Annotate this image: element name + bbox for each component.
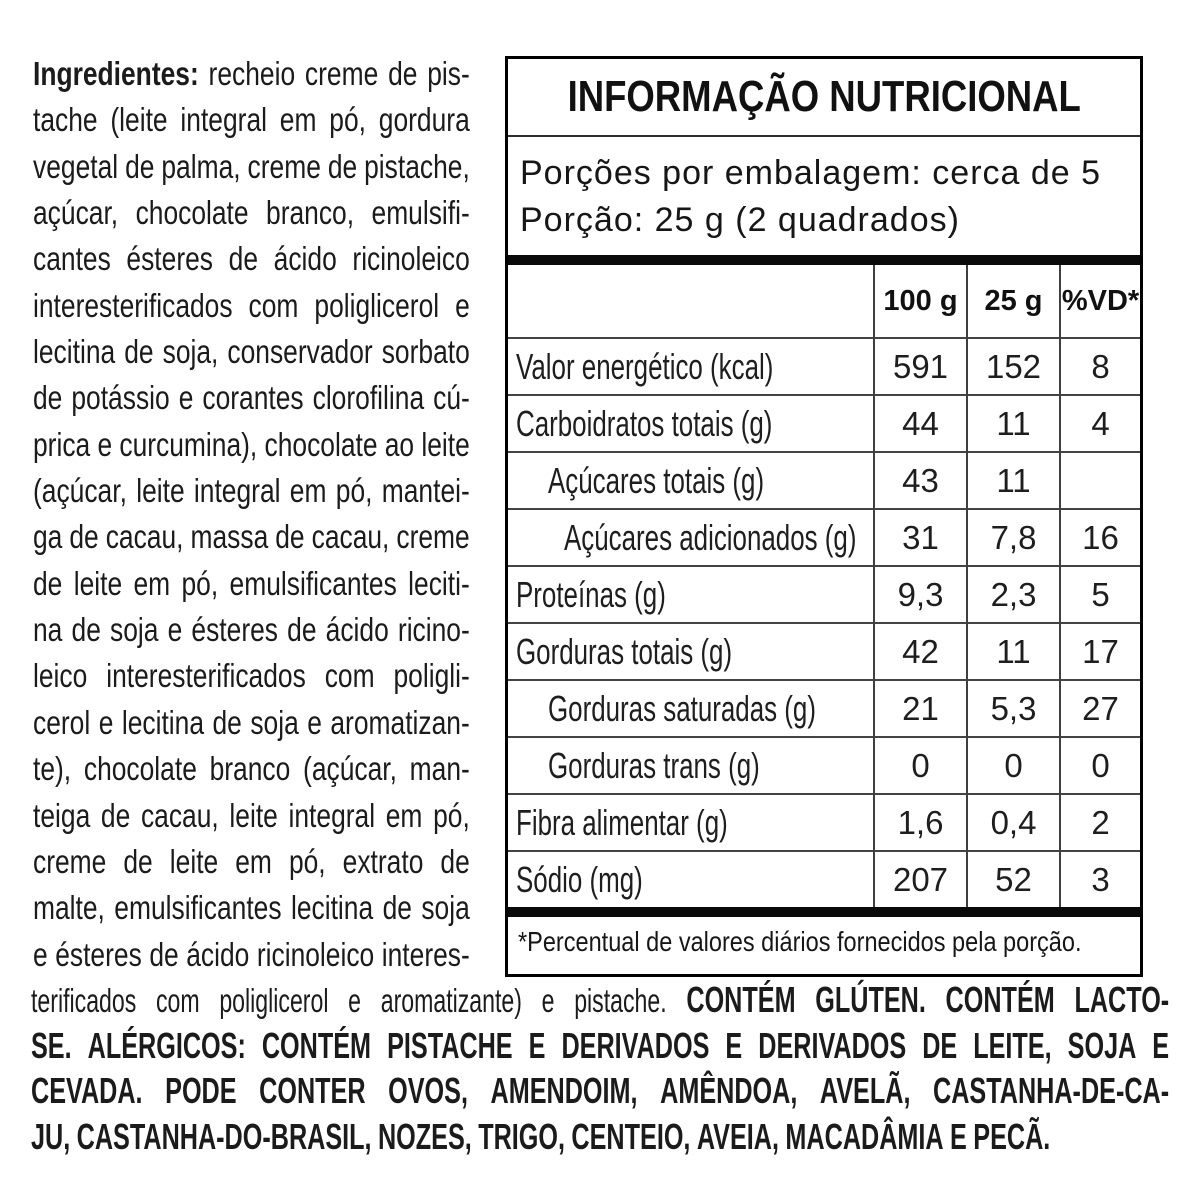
ingredient-word: lecitina (290, 889, 374, 927)
text-line (31, 1114, 1169, 1160)
ingredient-word: cú- (433, 379, 470, 417)
text-line (33, 422, 470, 468)
value-vd: 17 (1060, 623, 1140, 680)
allergen-word: pistache. (574, 982, 667, 1019)
ingredient-word: ricino- (397, 611, 470, 649)
ingredient-word: e (167, 611, 183, 649)
ingredient-word: clorofilina (312, 379, 425, 417)
ingredient-word: de (100, 796, 131, 834)
value-vd: 4 (1060, 395, 1140, 452)
nutrition-row (508, 851, 1140, 907)
allergen-word: CASTANHA-DO-BRASIL, (76, 1115, 372, 1157)
ingredient-word: interes- (381, 935, 470, 973)
ingredient-word: de (124, 333, 154, 371)
allergen-word: e (541, 982, 555, 1019)
serving-info (508, 137, 1140, 255)
col-header-100g: 100 g (874, 265, 967, 338)
ingredient-word: creme (396, 518, 470, 556)
ingredient-word: soja (250, 703, 299, 741)
allergen-word: OVOS, (388, 1070, 468, 1112)
ingredient-word: recheio (208, 55, 296, 92)
allergen-word: PODE (165, 1070, 237, 1112)
text-line (33, 653, 470, 699)
ingredient-word: leite (229, 796, 278, 834)
value-25g: 5,3 (967, 680, 1060, 737)
allergen-word: SOJA (1067, 1024, 1137, 1066)
text-line (31, 977, 1169, 1023)
allergen-word: PISTACHE (387, 1024, 513, 1066)
ingredient-word: pó, (335, 472, 373, 510)
text-line (33, 190, 470, 236)
ingredient-word: conservador (227, 333, 373, 371)
nutrient-label-cell (508, 851, 874, 907)
allergen-word: DERIVADOS (561, 1024, 710, 1066)
allergen-word: DE (922, 1024, 958, 1066)
ingredient-word: cacau, (105, 518, 184, 556)
ingredient-word: mantei- (381, 472, 470, 510)
value-100g: 591 (874, 338, 967, 395)
ingredient-word: e (33, 935, 48, 973)
allergen-word: E (1152, 1024, 1170, 1066)
value-100g: 43 (874, 452, 967, 509)
ingredient-word: teiga (33, 796, 91, 834)
value-100g: 21 (874, 680, 967, 737)
nutrient-label: Açúcares adicionados (g) (564, 516, 857, 558)
ingredient-word: de (149, 935, 179, 973)
ingredient-word: de (69, 518, 99, 556)
text-line (33, 329, 470, 375)
text-line (33, 700, 470, 746)
ingredient-word: tache (33, 101, 98, 139)
empty-header-cell (508, 265, 874, 338)
ingredient-word: ricinoleico (352, 240, 470, 278)
ingredient-word: de (388, 55, 418, 92)
value-25g: 7,8 (967, 509, 1060, 566)
ingredient-word: interesterificados (106, 657, 306, 695)
ingredient-word: pó, (181, 564, 219, 602)
value-25g: 11 (967, 395, 1060, 452)
nutrient-label: Valor energético (kcal) (516, 345, 774, 387)
allergen-word: TRIGO, (478, 1115, 566, 1157)
allergen-word: CEVADA. (31, 1070, 143, 1112)
nutrition-table-title: INFORMAÇÃO NUTRICIONAL (567, 72, 1081, 121)
ingredient-word: extrato (342, 842, 424, 880)
ingredient-word: soja (110, 611, 159, 649)
text-line (33, 144, 470, 190)
ingredient-word: de (123, 842, 153, 880)
ingredient-word: pistache, (364, 147, 470, 185)
allergen-word: JU, (31, 1115, 71, 1157)
nutrition-row (508, 509, 1140, 566)
ingredient-word: ésteres (191, 611, 278, 649)
servings-per-package: Porções por embalagem: cerca de 5 (520, 154, 1102, 192)
value-100g: 1,6 (874, 794, 967, 851)
value-vd: 16 (1060, 509, 1140, 566)
ingredient-word: leite (136, 472, 185, 510)
ingredient-word: cacau, (140, 796, 219, 834)
ingredient-word: (leite (110, 101, 168, 139)
ingredient-word: ésteres (55, 935, 142, 973)
value-vd: 0 (1060, 737, 1140, 794)
text-line (33, 51, 470, 97)
ingredient-word: cerol (33, 703, 91, 741)
ingredient-word: leico (33, 657, 88, 695)
allergen-word: E (950, 1115, 967, 1157)
allergen-word: CONTÉM (261, 1024, 372, 1066)
text-line (33, 885, 470, 931)
allergen-word: poliglicerol (219, 982, 329, 1019)
allergen-word: SE. (31, 1024, 72, 1066)
nutrient-label: Fibra alimentar (g) (516, 801, 728, 843)
divider-bar-top (508, 255, 1140, 265)
ingredient-word: ga (33, 518, 63, 556)
ingredient-word: poligli- (393, 657, 470, 695)
allergen-word: AVEIA, (696, 1115, 780, 1157)
ingredient-word: cantes (33, 240, 111, 278)
ingredient-word: e (178, 379, 194, 417)
nutrition-row (508, 794, 1140, 851)
allergen-word: NOZES, (377, 1115, 472, 1157)
nutrition-row (508, 338, 1140, 395)
ingredient-word: de (327, 147, 358, 185)
ingredient-word: (açúcar, (303, 750, 397, 788)
footnote-row (508, 917, 1140, 967)
text-line (33, 97, 470, 143)
nutrient-label: Carboidratos totais (g) (516, 402, 773, 444)
allergen-word: MACADÂMIA (785, 1115, 944, 1157)
ingredient-word: de (71, 611, 101, 649)
ingredient-word: de (382, 889, 412, 927)
nutrition-row (508, 680, 1140, 737)
ingredient-word: em (385, 796, 423, 834)
text-line (33, 932, 470, 978)
ingredient-word: curcumina), (119, 425, 258, 463)
ingredient-word: com (248, 286, 299, 324)
text-line (31, 1023, 1169, 1069)
ingredient-word: massa (190, 518, 269, 556)
ingredient-word: leite (169, 842, 219, 880)
nutrient-label-cell (508, 338, 874, 395)
allergen-word: AVELÃ, (819, 1070, 911, 1112)
ingredient-word: em (279, 101, 317, 139)
ingredient-word: ricinoleico (256, 935, 375, 973)
ingredient-word: corantes (202, 379, 304, 417)
value-100g: 207 (874, 851, 967, 907)
nutrient-label: Gorduras saturadas (g) (548, 687, 816, 729)
ingredient-word: em (235, 842, 272, 880)
allergen-word: PECÃ. (973, 1115, 1051, 1157)
ingredient-word: (açúcar, (33, 472, 127, 510)
text-line (33, 375, 470, 421)
ingredient-word: chocolate (135, 194, 249, 232)
ingredient-word: na (33, 611, 63, 649)
nutrient-label-cell (508, 566, 874, 623)
ingredient-word: pó, (433, 796, 470, 834)
value-vd: 3 (1060, 851, 1140, 907)
ingredient-word: em (289, 472, 327, 510)
allergen-word: CASTANHA-DE-CA- (933, 1070, 1170, 1112)
ingredient-word: chocolate (264, 425, 378, 463)
ingredient-word: vegetal (33, 147, 119, 185)
ingredient-word: chocolate (83, 750, 197, 788)
value-vd: 5 (1060, 566, 1140, 623)
divider-bar-bottom (508, 907, 1140, 917)
ingredient-word: de (33, 564, 63, 602)
ingredient-word: te), (33, 750, 72, 788)
ingredient-word: de (125, 147, 155, 185)
footnote-text: *Percentual de valores diários fornecidos pela porção. (518, 926, 1082, 957)
value-25g: 0 (967, 737, 1060, 794)
ingredient-word: de (287, 611, 317, 649)
allergen-word: GLÚTEN. (815, 979, 926, 1020)
allergen-word: DERIVADOS (758, 1024, 907, 1066)
text-line (33, 236, 470, 282)
value-vd: 8 (1060, 338, 1140, 395)
ingredient-word: creme (304, 55, 379, 92)
text-line (33, 793, 470, 839)
ingredient-word: pis- (427, 55, 470, 92)
ingredient-word: creme (33, 842, 107, 880)
allergen-word: e (348, 982, 362, 1019)
nutrient-label: Gorduras trans (g) (548, 744, 760, 786)
ingredient-word: potássio (71, 379, 170, 417)
ingredient-word: lecitina (33, 333, 116, 371)
nutrient-label-cell (508, 737, 874, 794)
ingredient-word: man- (409, 750, 470, 788)
allergen-word: terificados (31, 982, 137, 1019)
ingredient-word: ao (384, 425, 415, 463)
allergen-word: E (528, 1024, 546, 1066)
ingredient-word: cacau, (311, 518, 390, 556)
nutrition-table (508, 265, 1140, 907)
nutrient-label: Gorduras totais (g) (516, 630, 733, 672)
allergen-word: CONTÉM (686, 979, 796, 1020)
ingredient-word: lecitina (121, 703, 205, 741)
allergen-paragraph (31, 977, 1169, 1159)
nutrient-label-cell (508, 395, 874, 452)
col-header-25g: 25 g (967, 265, 1060, 338)
nutrient-label-cell (508, 680, 874, 737)
ingredient-word: soja, (162, 333, 219, 371)
ingredient-word: emulsificantes (114, 889, 282, 927)
ingredient-word: aromatizan- (330, 703, 470, 741)
ingredient-word: leite (73, 564, 123, 602)
ingredient-word: e (307, 703, 322, 741)
value-25g: 2,3 (967, 566, 1060, 623)
nutrition-table-box (505, 56, 1143, 977)
text-line (33, 283, 470, 329)
col-header-vd: %VD* (1060, 265, 1140, 338)
allergen-word: AMÊNDOA, (660, 1070, 798, 1112)
nutrient-label-cell (508, 452, 874, 509)
text-line (33, 561, 470, 607)
value-100g: 31 (874, 509, 967, 566)
ingredient-word: integral (180, 101, 267, 139)
allergen-word: aromatizante) (380, 982, 522, 1019)
ingredient-word: integral (288, 796, 376, 834)
ingredient-word: creme (247, 147, 321, 185)
ingredient-word: e (98, 703, 114, 741)
value-100g: 44 (874, 395, 967, 452)
value-25g: 152 (967, 338, 1060, 395)
nutrient-label-cell (508, 623, 874, 680)
serving-size: Porção: 25 g (2 quadrados) (520, 201, 960, 239)
text-line (33, 468, 470, 514)
nutrient-label-cell (508, 794, 874, 851)
allergen-word: E (725, 1024, 743, 1066)
ingredient-word: branco (209, 750, 291, 788)
ingredient-word: emulsificantes (229, 564, 397, 602)
ingredient-word: em (133, 564, 171, 602)
ingredient-word: poliglicerol (314, 286, 440, 324)
ingredient-word: gordura (378, 101, 470, 139)
text-line (33, 607, 470, 653)
ingredient-word: de (33, 379, 63, 417)
ingredient-word: leite (421, 425, 470, 463)
ingredient-word: de (275, 518, 305, 556)
value-vd: 27 (1060, 680, 1140, 737)
allergen-word: AMENDOIM, (490, 1070, 638, 1112)
ingredient-word: ésteres (126, 240, 213, 278)
ingredient-word: ácido (273, 240, 337, 278)
value-25g: 52 (967, 851, 1060, 907)
nutrition-header-row (508, 265, 1140, 338)
nutrition-row (508, 395, 1140, 452)
value-25g: 0,4 (967, 794, 1060, 851)
ingredient-word: Ingredientes: (33, 55, 199, 92)
nutrient-label: Proteínas (g) (516, 573, 666, 615)
ingredient-word: interesterificados (33, 286, 233, 324)
ingredient-word: ácido (325, 611, 389, 649)
allergen-word: CENTEIO, (571, 1115, 691, 1157)
nutrition-row (508, 623, 1140, 680)
value-100g: 42 (874, 623, 967, 680)
ingredient-word: leciti- (408, 564, 470, 602)
value-vd: 2 (1060, 794, 1140, 851)
nutrition-row (508, 452, 1140, 509)
ingredient-word: prica (33, 425, 91, 463)
ingredient-word: pó, (329, 101, 366, 139)
allergen-word: LACTO- (1074, 979, 1170, 1020)
allergen-word: CONTÉM (945, 979, 1055, 1020)
ingredient-word: e (97, 425, 113, 463)
allergen-word: ALÉRGICOS: (87, 1024, 246, 1066)
ingredient-word: emulsifi- (371, 194, 470, 232)
ingredient-word: soja (421, 889, 470, 927)
ingredients-paragraph (33, 51, 470, 978)
nutrition-table-header (508, 59, 1140, 137)
value-vd (1060, 452, 1140, 509)
ingredient-word: com (324, 657, 375, 695)
ingredient-word: pó, (288, 842, 326, 880)
ingredient-word: sorbato (381, 333, 470, 371)
nutrient-label: Sódio (mg) (516, 858, 643, 900)
nutrient-label-cell (508, 509, 874, 566)
text-line (33, 514, 470, 560)
allergen-word: LEITE, (973, 1024, 1052, 1066)
ingredient-word: palma, (161, 147, 241, 185)
allergen-word: CONTER (259, 1070, 366, 1112)
ingredient-word: branco, (266, 194, 355, 232)
value-25g: 11 (967, 452, 1060, 509)
ingredient-word: e (455, 286, 470, 324)
text-line (31, 1068, 1169, 1114)
ingredient-word: ácido (186, 935, 250, 973)
text-line (33, 839, 470, 885)
nutrient-label: Açúcares totais (g) (548, 459, 765, 501)
ingredient-word: malte, (33, 889, 105, 927)
value-25g: 11 (967, 623, 1060, 680)
value-100g: 0 (874, 737, 967, 794)
ingredient-word: açúcar, (33, 194, 119, 232)
text-line (33, 746, 470, 792)
ingredient-word: de (440, 842, 470, 880)
nutrition-row (508, 566, 1140, 623)
nutrition-row (508, 737, 1140, 794)
ingredient-word: de (212, 703, 242, 741)
ingredient-word: de (228, 240, 259, 278)
allergen-word: com (155, 982, 200, 1019)
ingredient-word: integral (193, 472, 281, 510)
value-100g: 9,3 (874, 566, 967, 623)
